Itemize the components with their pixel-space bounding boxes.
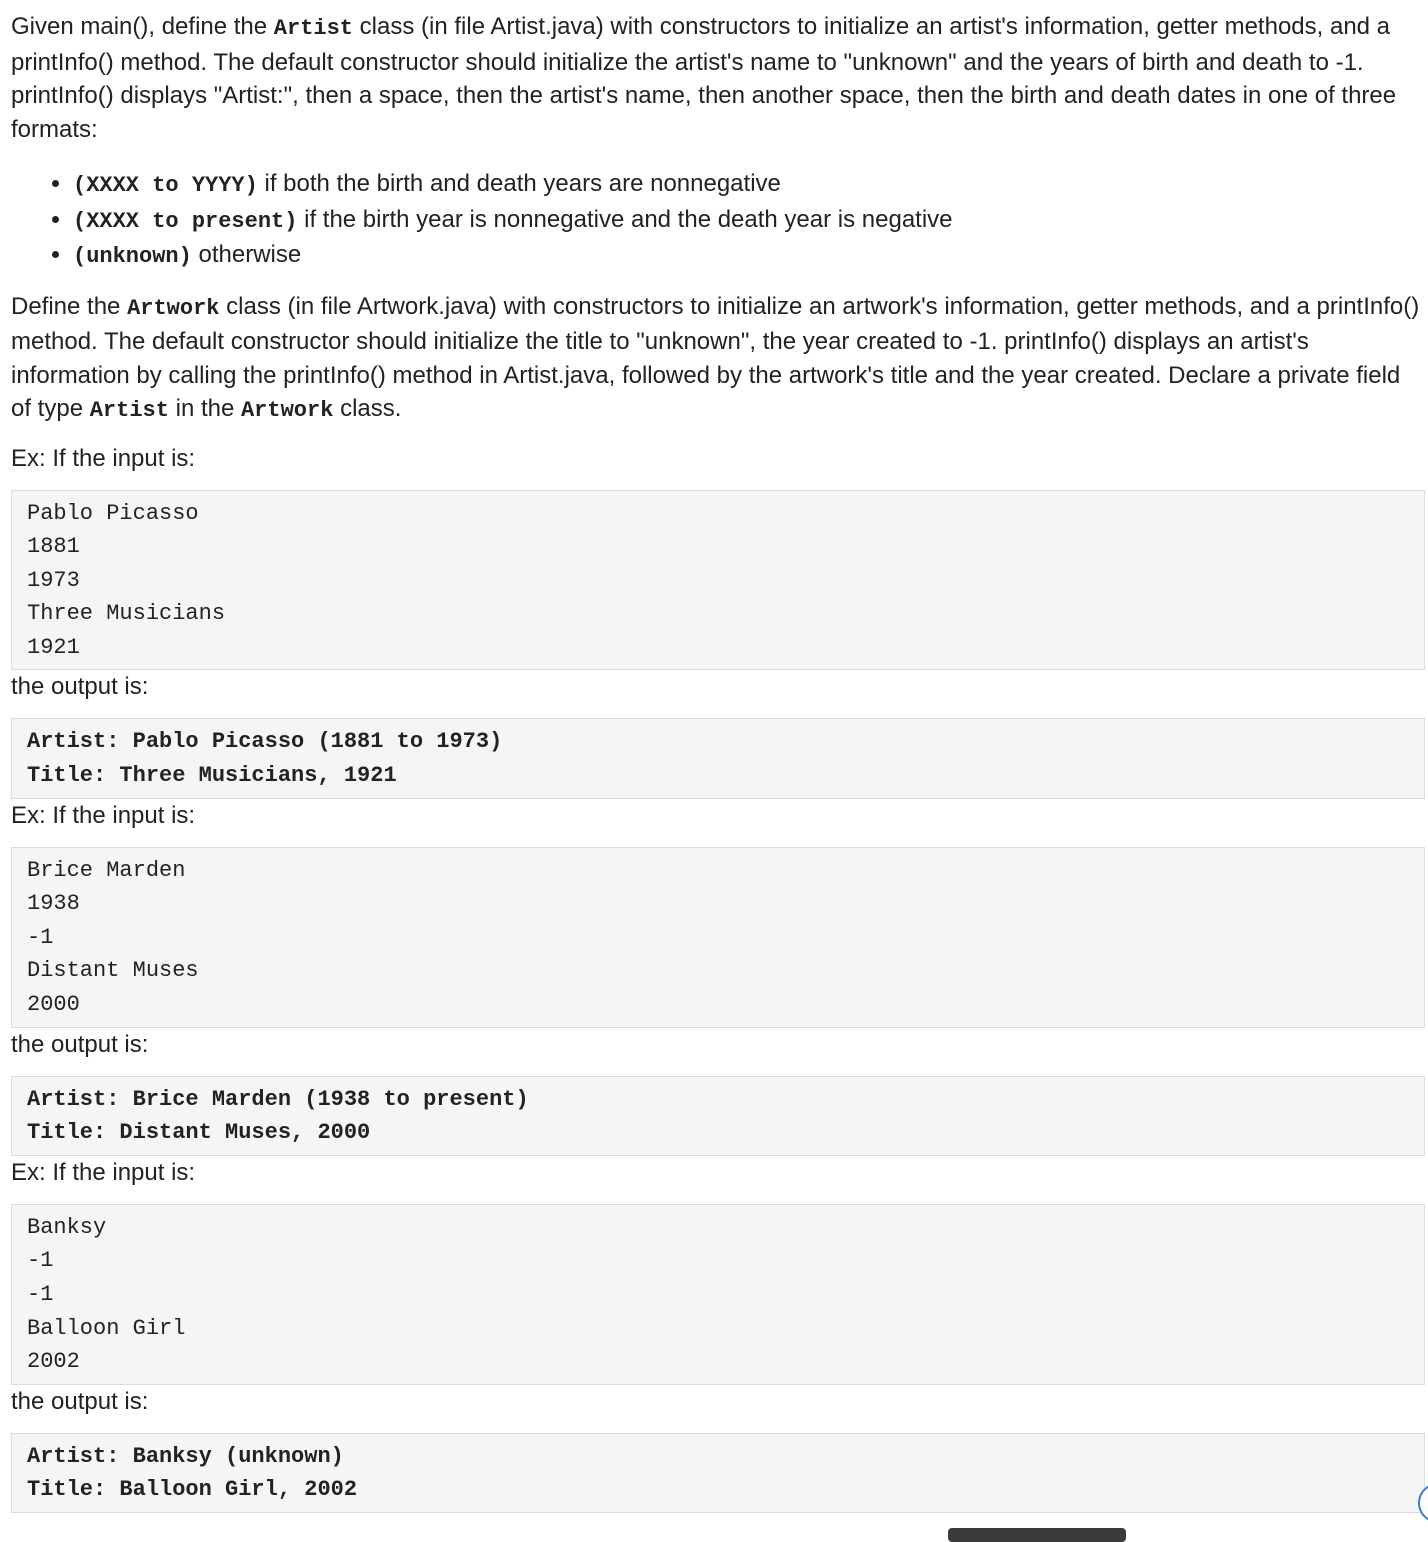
input-line: 1938 xyxy=(27,891,80,917)
example-3-input-label: Ex: If the input is: xyxy=(11,1158,196,1186)
input-line: -1 xyxy=(27,1282,54,1307)
example-3-input-block xyxy=(11,1204,1425,1385)
input-line: Pablo Picasso xyxy=(27,500,199,526)
input-line: 1973 xyxy=(27,567,80,593)
artwork-code: Artwork xyxy=(127,295,220,321)
problem-description xyxy=(11,10,1425,1513)
output-line: Artist: Brice Marden (1938 to present) xyxy=(27,1086,529,1112)
output-line: Title: Distant Muses, 2000 xyxy=(27,1120,371,1146)
input-line: Three Musicians xyxy=(27,601,226,627)
input-line: Banksy xyxy=(27,1214,107,1240)
artist-class-description xyxy=(11,10,1425,146)
input-line: -1 xyxy=(27,924,54,950)
input-line: Balloon Girl xyxy=(27,1315,186,1341)
input-line: Distant Muses xyxy=(27,958,199,984)
artwork-text-2: class (in file Artwork.java) with constructors to initialize an artwork's information, getter methods, and a printInfo() method. The default constructor should initialize the title to "unknown", the year created to -1. printInfo() displays an artist's information by calling the printInfo() method in Artist.java, followed by the artwork's title and the year created. Declare a private field of type xyxy=(11,292,1420,422)
format-code: (XXXX to YYYY) xyxy=(73,173,258,198)
intro-text-2: class (in file Artist.java) with constructors to initialize an artist's information, getter methods, and a printInfo() method. The default constructor should initialize the artist's name to "unknown" and the years of birth and death to -1. printInfo() displays "Artist:", then a space, then the artist's name, then another space, then the birth and death dates in one of three formats: xyxy=(11,13,1397,143)
format-item-present xyxy=(73,203,1425,239)
artwork-class-description xyxy=(11,290,1425,428)
example-2-output-label: the output is: xyxy=(11,1030,149,1058)
example-1-input-label: Ex: If the input is: xyxy=(11,444,196,472)
input-line: 1881 xyxy=(27,534,80,560)
format-code: (XXXX to present) xyxy=(73,208,298,234)
output-line: Artist: Pablo Picasso (1881 to 1973) xyxy=(27,729,503,755)
example-3-output-label: the output is: xyxy=(11,1387,149,1415)
date-formats-list xyxy=(11,167,1425,274)
intro-text-1: Given main(), define the xyxy=(11,13,274,40)
format-item-unknown xyxy=(73,238,1425,274)
example-1-output-block xyxy=(11,718,1425,798)
example-2-input-label: Ex: If the input is: xyxy=(11,801,196,829)
example-2-input-block xyxy=(11,847,1425,1028)
output-line: Title: Three Musicians, 1921 xyxy=(27,763,397,789)
bottom-toolbar-tab[interactable] xyxy=(948,1528,1126,1542)
artwork-text-1: Define the xyxy=(11,292,128,320)
example-3-output-block xyxy=(11,1433,1425,1513)
output-line: Title: Balloon Girl, 2002 xyxy=(27,1477,358,1503)
format-code: (unknown) xyxy=(73,244,192,269)
artwork-code: Artwork xyxy=(240,398,334,423)
example-1-output-label: the output is: xyxy=(11,673,149,701)
format-text: if both the birth and death years are nonnegative xyxy=(257,170,781,197)
input-line: 1921 xyxy=(27,634,80,660)
artist-code: Artist xyxy=(89,398,169,423)
input-line: -1 xyxy=(27,1248,54,1274)
artist-code: Artist xyxy=(273,16,354,41)
format-item-both xyxy=(73,167,1425,203)
format-text: otherwise xyxy=(191,241,302,268)
format-text: if the birth year is nonnegative and the death year is negative xyxy=(297,205,953,233)
example-2-output-block xyxy=(11,1076,1425,1156)
example-1-input-block xyxy=(11,490,1425,671)
output-line: Artist: Banksy (unknown) xyxy=(27,1443,344,1469)
input-line: 2000 xyxy=(27,992,80,1018)
artwork-text-4: class. xyxy=(333,395,402,422)
input-line: 2002 xyxy=(27,1349,80,1375)
input-line: Brice Marden xyxy=(27,857,186,883)
artwork-text-3: in the xyxy=(168,395,241,422)
